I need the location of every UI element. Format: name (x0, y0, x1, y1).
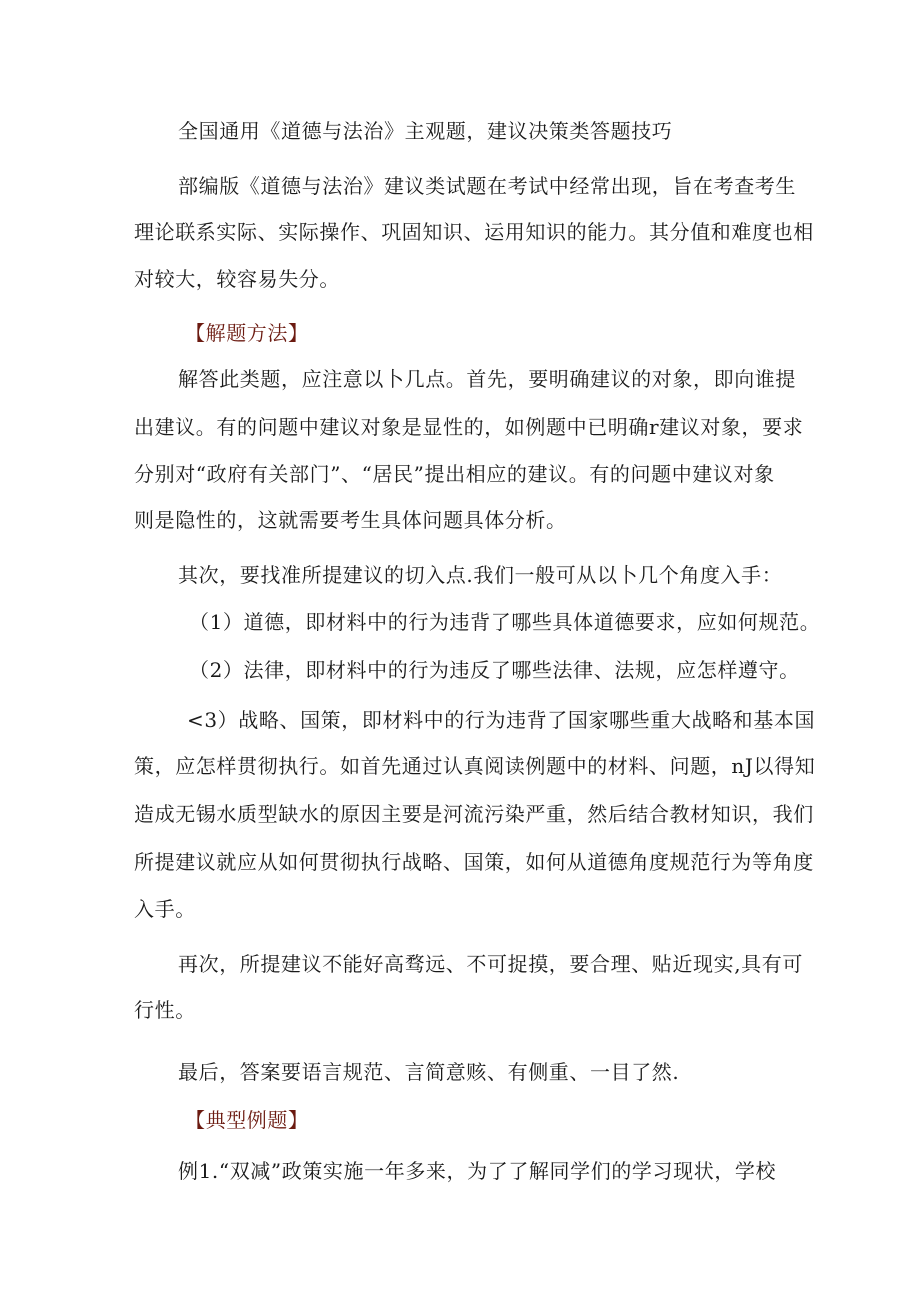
first-point-line-4: 则是隐性的，这就需要考生具体问题具体分析。 (134, 508, 567, 532)
intro-line-1: 部编版《道德与法治》建议类试题在考试中经常出现，旨在考查考生 (178, 174, 796, 198)
first-point-line-2: 出建议。有的问题中建议对象是显性的，如例题中已明确r建议对象，要求 (134, 415, 804, 439)
intro-line-3: 对较大，较容易失分。 (134, 267, 340, 291)
angle3-line-1: <3）战略、国策，即材料中的行为违背了国家哪些重大战略和基本国 (187, 708, 816, 732)
second-point: 其次，要找准所提建议的切入点.我们一般可从以卜几个角度入手： (178, 563, 783, 587)
last-point: 最后，答案要语言规范、言简意赅、有侧重、一目了然. (178, 1060, 680, 1084)
example-line-1: 例1.“双减”政策实施一年多来，为了了解同学们的学习现状，学校 (178, 1159, 777, 1183)
third-point-line-2: 行性。 (134, 998, 196, 1022)
example-heading: 【典型例题】 (185, 1108, 309, 1132)
angle-line-2: （2）法律，即材料中的行为违反了哪些法律、法规，应怎样遵守。 (189, 658, 800, 682)
first-point-line-3: 分别对“政府有关部门”、“居民”提出相应的建议。有的问题中建议对象 (134, 462, 775, 486)
first-point-line-1: 解答此类题，应注意以卜几点。首先，要明确建议的对象，即向谁提 (178, 367, 796, 391)
angle-line-1: （1）道德，即材料中的行为违背了哪些具体道德要求，应如何规范。 (189, 610, 821, 634)
document-title: 全国通用《道德与法治》主观题，建议决策类答题技巧 (178, 119, 673, 143)
third-point-line-1: 再次，所提建议不能好高骛远、不可捉摸，要合理、贴近现实,具有可 (178, 952, 803, 976)
intro-line-2: 理论联系实际、实际操作、巩固知识、运用知识的能力。其分值和难度也相 (134, 220, 814, 244)
angle3-line-3: 造成无锡水质型缺水的原因主要是河流污染严重，然后结合教材知识，我们 (134, 802, 814, 826)
angle3-line-4: 所提建议就应从如何贯彻执行战略、国策，如何从道德角度规范行为等角度 (134, 850, 814, 874)
angle3-line-2: 策，应怎样贯彻执行。如首先通过认真阅读例题中的材料、问题，nJ以得知 (134, 754, 816, 778)
method-heading: 【解题方法】 (185, 321, 309, 345)
angle3-line-5: 入手。 (134, 897, 196, 921)
